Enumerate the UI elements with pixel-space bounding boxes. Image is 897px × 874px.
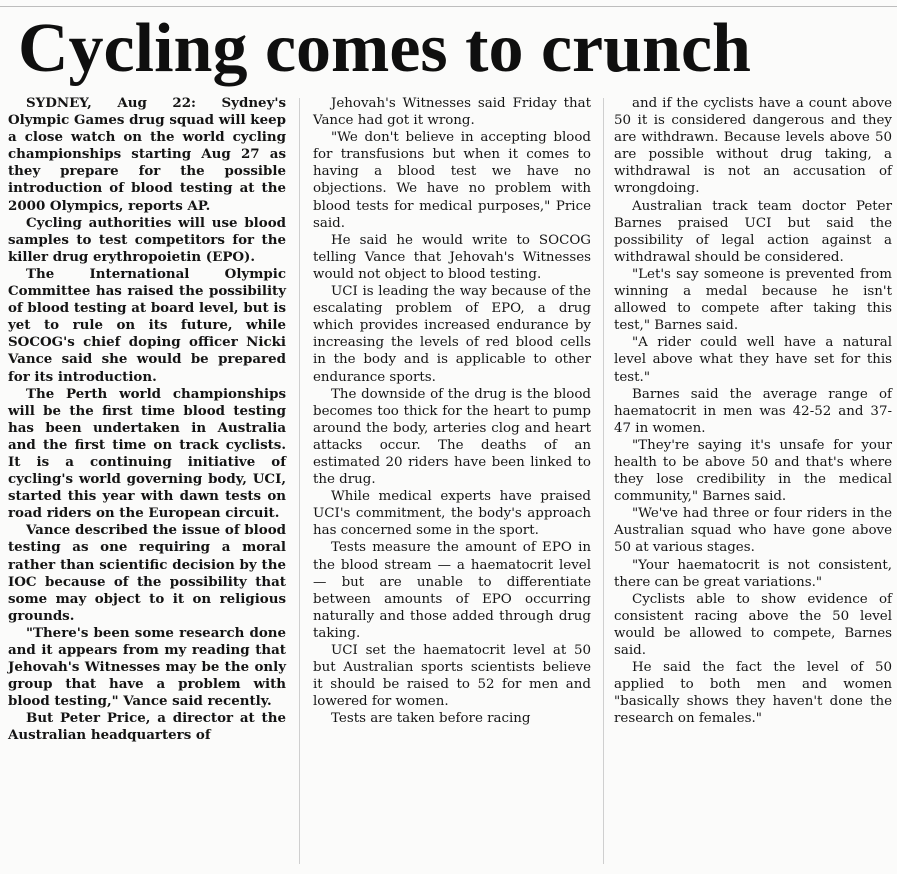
article-paragraph: "There's been some research done and it appears from my reading that Jehovah's Witnesses may be the only group that have a problem with blood testing," Vance said recently. — [8, 624, 286, 710]
article-paragraph: "Your haematocrit is not consistent, there can be great variations." — [614, 557, 892, 590]
article-column-3 — [614, 95, 892, 727]
article-paragraph: and if the cyclists have a count above 50 it is considered dangerous and they are withdrawn. Because levels above 50 are possible without drug taking, a withdrawal is not an accusation of wrongdoing. — [614, 96, 892, 197]
top-rule — [0, 6, 897, 7]
article-paragraph: He said he would write to SOCOG telling Vance that Jehovah's Witnesses would not object to blood testing. — [313, 232, 591, 282]
article-paragraph: The downside of the drug is the blood becomes too thick for the heart to pump around the body, arteries clog and heart attacks occur. The deaths of an estimated 20 riders have been linked to the drug. — [313, 386, 591, 488]
article-paragraph: "Let's say someone is prevented from winning a medal because he isn't allowed to compete after taking this test," Barnes said. — [614, 266, 892, 334]
article-paragraph: While medical experts have praised UCI's commitment, the body's approach has concerned some in the sport. — [313, 489, 591, 539]
article-column-1 — [8, 95, 286, 745]
article-paragraph: Vance described the issue of blood testing as one requiring a moral rather than scientific decision by the IOC because of the possibility that some may object to it on religious grounds. — [8, 522, 286, 624]
article-paragraph: UCI is leading the way because of the escalating problem of EPO, a drug which provides increased endurance by increasing the levels of red blood cells in the body and is applicable to other endurance sports. — [313, 284, 591, 385]
article-paragraph: "We've had three or four riders in the Australian squad who have gone above 50 at various stages. — [614, 506, 892, 556]
article-paragraph: The Perth world championships will be the first time blood testing has been undertaken in Australia and the first time on track cyclists. It is a continuing initiative of cycling's world governing body, UCI, started this year with dawn tests on road riders on the European circuit. — [8, 385, 286, 522]
article-paragraph: "A rider could well have a natural level above what they have set for this test." — [614, 335, 892, 385]
article-paragraph: He said the fact the level of 50 applied to both men and women "basically shows they haven't done the research on females." — [614, 660, 892, 727]
article-paragraph: Australian track team doctor Peter Barnes praised UCI but said the possibility of legal action against a withdrawal should be considered. — [614, 198, 892, 265]
article-paragraph: "We don't believe in accepting blood for transfusions but when it comes to having a blood test we have no objections. We have no problem with blood tests for medical purposes," Price said. — [313, 130, 591, 231]
column-divider — [299, 98, 300, 864]
article-paragraph: Jehovah's Witnesses said Friday that Vance had got it wrong. — [313, 96, 591, 129]
article-paragraph: UCI set the haematocrit level at 50 but Australian sports scientists believe it should be raised to 52 for men and lowered for women. — [313, 643, 591, 710]
article-paragraph: Tests measure the amount of EPO in the blood stream — a haematocrit level — but are unable to differentiate between amounts of EPO occurring naturally and those added through drug taking. — [313, 540, 591, 641]
article-paragraph: But Peter Price, a director at the Australian headquarters of — [8, 710, 286, 744]
article-paragraph: SYDNEY, Aug 22: Sydney's Olympic Games drug squad will keep a close watch on the world cycling championships starting Aug 27 as they prepare for the possible introduction of blood testing at the 2000 Olympics, reports AP. — [8, 95, 286, 214]
article-paragraph: The International Olympic Committee has raised the possibility of blood testing at board level, but is yet to rule on its future, while SOCOG's chief doping officer Nicki Vance said she would be prepared for its introduction. — [8, 265, 286, 385]
article-paragraph: Tests are taken before racing — [331, 711, 531, 727]
column-divider — [603, 98, 604, 864]
article-paragraph: Cyclists able to show evidence of consistent racing above the 50 level would be allowed to compete, Barnes said. — [614, 591, 892, 658]
article-paragraph: Barnes said the average range of haematocrit in men was 42-52 and 37-47 in women. — [614, 386, 892, 436]
article-column-2 — [313, 95, 591, 727]
article-paragraph: Cycling authorities will use blood samples to test competitors for the killer drug erythropoietin (EPO). — [8, 214, 286, 265]
headline: Cycling comes to crunch — [18, 10, 751, 87]
article-paragraph: "They're saying it's unsafe for your health to be above 50 and that's where they lose credibility in the medical community," Barnes said. — [614, 437, 892, 505]
